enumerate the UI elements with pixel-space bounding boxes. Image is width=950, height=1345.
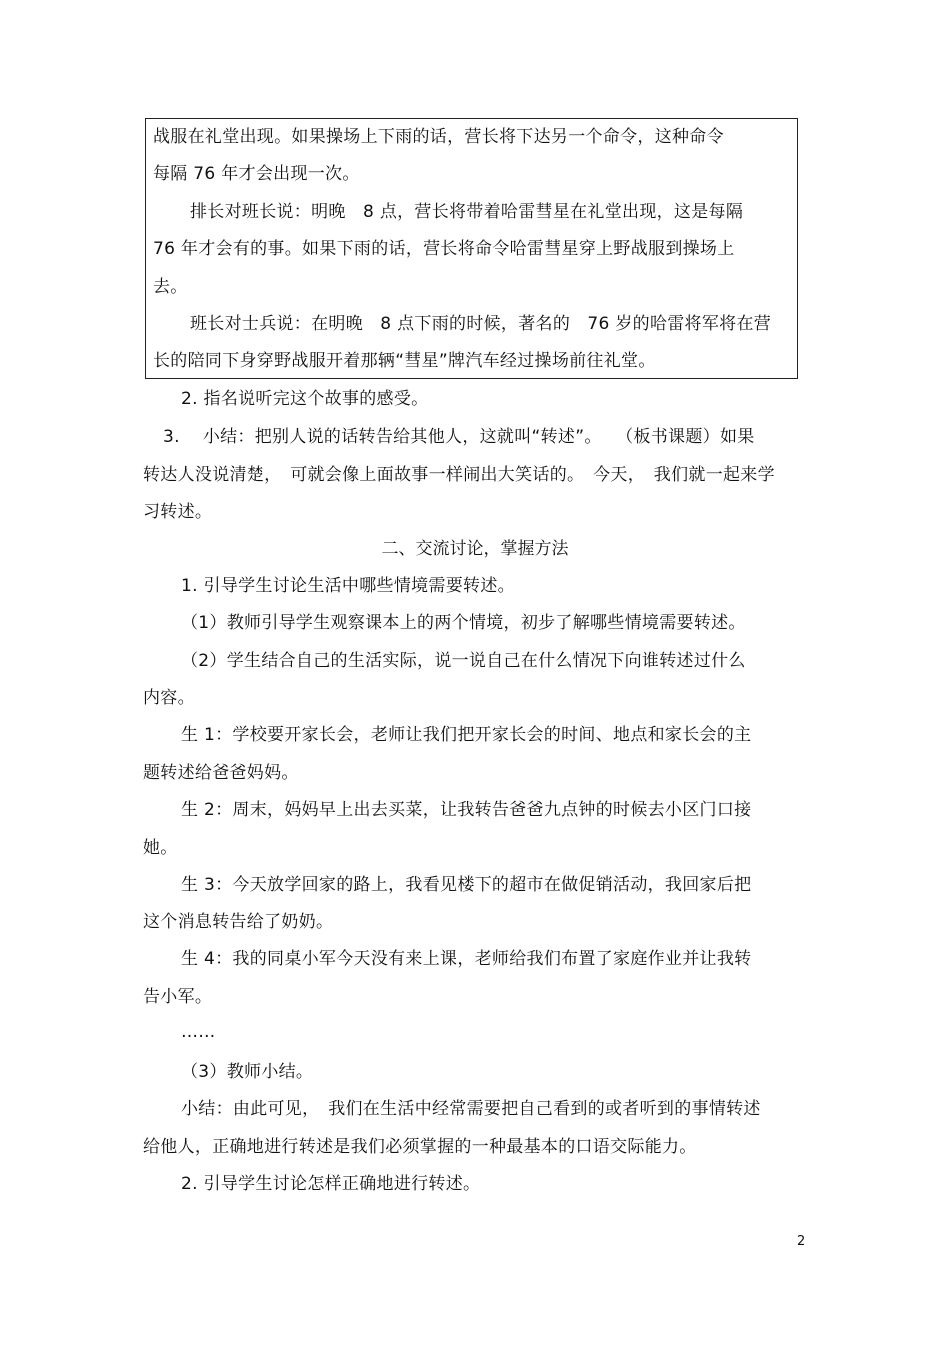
ellipsis: …… xyxy=(181,1022,216,1042)
summary-line-1: 小结：由此可见， 我们在生活中经常需要把自己看到的或者听到的事情转述 xyxy=(181,1099,761,1119)
box-line-1: 战服在礼堂出现。如果操场上下雨的话，营长将下达另一个命令，这种命令 xyxy=(153,127,724,147)
step-1-2-line-1: （2）学生结合自己的生活实际，说一说自己在什么情况下向谁转述过什么 xyxy=(181,651,746,671)
student-4-line-2: 告小军。 xyxy=(143,987,213,1007)
box-line-3: 排长对班长说：明晚 8 点，营长将带着哈雷彗星在礼堂出现，这是每隔 xyxy=(190,202,744,222)
page-number: 2 xyxy=(797,1234,806,1249)
box-line-6: 班长对士兵说：在明晚 8 点下雨的时候，著名的 76 岁的哈雷将军将在营 xyxy=(190,314,772,334)
student-2-line-2: 她。 xyxy=(143,838,178,858)
student-3-line-2: 这个消息转告给了奶奶。 xyxy=(143,912,334,932)
paragraph-3-line-2: 转达人没说清楚， 可就会像上面故事一样闹出大笑话的。 今天， 我们就一起来学 xyxy=(143,465,775,485)
student-1-line-2: 题转述给爸爸妈妈。 xyxy=(143,763,299,783)
box-line-7: 长的陪同下身穿野战服开着那辆“彗星”牌汽车经过操场前往礼堂。 xyxy=(153,351,656,371)
paragraph-3-line-3: 习转述。 xyxy=(143,502,213,522)
student-4-line-1: 生 4：我的同桌小军今天没有来上课，老师给我们布置了家庭作业并让我转 xyxy=(181,949,752,969)
box-line-5: 去。 xyxy=(153,277,188,297)
paragraph-2: 2. 指名说听完这个故事的感受。 xyxy=(181,389,429,409)
step-2: 2. 引导学生讨论怎样正确地进行转述。 xyxy=(181,1174,481,1194)
step-1-1: （1）教师引导学生观察课本上的两个情境，初步了解哪些情境需要转述。 xyxy=(181,613,746,633)
student-2-line-1: 生 2：周末，妈妈早上出去买菜，让我转告爸爸九点钟的时候去小区门口接 xyxy=(181,800,752,820)
paragraph-3-line-1: 3. 小结：把别人说的话转告给其他人，这就叫“转述”。 （板书课题）如果 xyxy=(163,427,755,447)
section-heading: 二、交流讨论，掌握方法 xyxy=(381,539,569,559)
step-1-2-line-2: 内容。 xyxy=(143,688,195,708)
student-3-line-1: 生 3：今天放学回家的路上，我看见楼下的超市在做促销活动，我回家后把 xyxy=(181,875,752,895)
step-1-3: （3）教师小结。 xyxy=(181,1062,314,1082)
summary-line-2: 给他人，正确地进行转述是我们必须掌握的一种最基本的口语交际能力。 xyxy=(143,1137,697,1157)
step-1: 1. 引导学生讨论生活中哪些情境需要转述。 xyxy=(181,576,515,596)
student-1-line-1: 生 1：学校要开家长会，老师让我们把开家长会的时间、地点和家长会的主 xyxy=(181,725,752,745)
box-line-2: 每隔 76 年才会出现一次。 xyxy=(153,164,360,184)
box-line-4: 76 年才会有的事。如果下雨的话，营长将命令哈雷彗星穿上野战服到操场上 xyxy=(153,239,735,259)
